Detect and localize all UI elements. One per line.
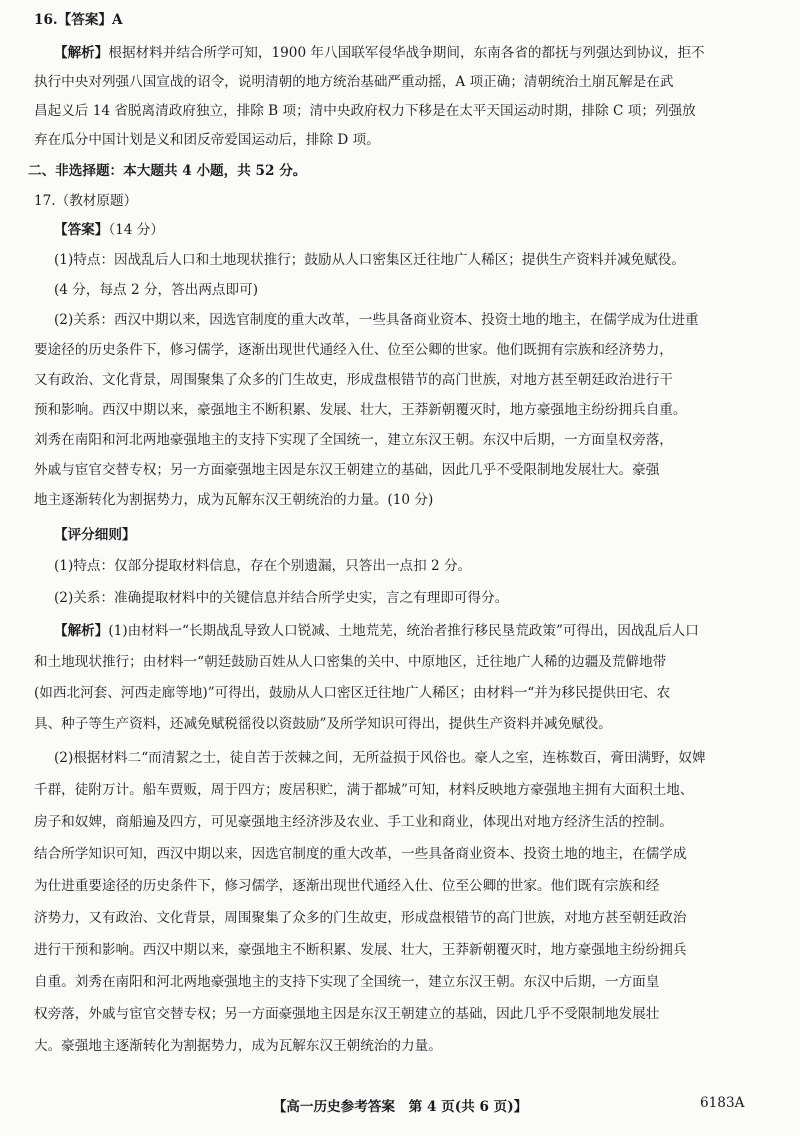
q17-analysis-line-9: 为仕进重要途径的历史条件下，修习儒学，逐渐出现世代通经入仕、位至公卿的世家。他们既有宗族和经 bbox=[34, 878, 660, 894]
rubric-heading: 【评分细则】 bbox=[54, 527, 136, 543]
section-heading: 二、非选择题：本大题共 4 小题，共 52 分。 bbox=[28, 163, 307, 179]
q17-analysis-line-13: 权旁落，外戚与宦官交替专权；另一方面豪强地主因是东汉王朝建立的基础，因此几乎不受限制地发展壮 bbox=[34, 1006, 660, 1022]
q17-answer-line-8: 外戚与宦官交替专权；另一方面豪强地主因是东汉王朝建立的基础，因此几乎不受限制地发展壮大。豪强 bbox=[34, 462, 660, 478]
answer-tag: 【答案】 bbox=[54, 222, 109, 238]
q17-analysis-line-11: 进行干预和影响。西汉中期以来，豪强地主不断积累、发展、壮大，王莽新朝覆灭时，地方豪强地主纷纷拥兵 bbox=[34, 942, 687, 958]
q17-analysis-line-8: 结合所学知识可知，西汉中期以来，因选官制度的重大改革，一些具备商业资本、投资土地的地主，在儒学成 bbox=[34, 846, 687, 862]
q17-analysis-line-5: (2)根据材料二“而清絜之士，徒自苦于茨棘之间，无所益损于风俗也。豪人之室，连栋数百，膏田满野，奴婢 bbox=[54, 750, 706, 766]
q17-analysis-line-12: 自重。刘秀在南阳和河北两地豪强地主的支持下实现了全国统一，建立东汉王朝。东汉中后期，一方面皇 bbox=[34, 974, 660, 990]
q17-answer-line-9: 地主逐渐转化为割据势力，成为瓦解东汉王朝统治的力量。(10 分) bbox=[34, 492, 434, 508]
analysis-tag: 【解析】 bbox=[54, 45, 109, 61]
q17-answer-line-6: 预和影响。西汉中期以来，豪强地主不断积累、发展、壮大，王莽新朝覆灭时，地方豪强地主纷纷拥兵自重。 bbox=[34, 402, 687, 418]
analysis-text: 根据材料并结合所学可知，1900 年八国联军侵华战争期间，东南各省的都抚与列强达到协议，拒不 bbox=[108, 45, 705, 61]
answer-tag: 【答案】 bbox=[57, 12, 113, 28]
q16-analysis-line-4: 弃在瓜分中国计划是义和团反帝爱国运动后，排除 D 项。 bbox=[34, 132, 380, 148]
q17-answer-line-3: (2)关系：西汉中期以来，因选官制度的重大改革，一些具备商业资本、投资土地的地主，在儒学成为仕进重 bbox=[54, 312, 699, 328]
q17-analysis-line-2: 和土地现状推行；由材料一“朝廷鼓励百姓从人口密集的关中、中原地区，迁往地广人稀的边疆及荒僻地带 bbox=[34, 654, 667, 670]
q17-answer-line-4: 要途径的历史条件下，修习儒学，逐渐出现世代通经入仕、位至公卿的世家。他们既拥有宗族和经济势力， bbox=[34, 342, 673, 358]
q17-answer-line-7: 刘秀在南阳和河北两地豪强地主的支持下实现了全国统一，建立东汉王朝。东汉中后期，一方面皇权旁落， bbox=[34, 432, 673, 448]
q17-analysis-line-10: 济势力，又有政治、文化背景，周围聚集了众多的门生故吏，形成盘根错节的高门世族，对地方甚至朝廷政治 bbox=[34, 910, 687, 926]
q17-analysis-line-1 bbox=[54, 621, 699, 641]
q16-answer-line bbox=[34, 10, 123, 30]
q17-title: 17.（教材原题） bbox=[34, 193, 138, 209]
page-footer: 【高一历史参考答案 第 4 页(共 6 页)】 bbox=[272, 1099, 528, 1115]
q17-answer-line-5: 又有政治、文化背景，周围聚集了众多的门生故吏，形成盘根错节的高门世族，对地方甚至朝廷政治进行干 bbox=[34, 372, 673, 388]
document-code: 6183A bbox=[700, 1095, 745, 1111]
q16-analysis-line-3: 昌起义后 14 省脱离清政府独立，排除 B 项；清中央政府权力下移是在太平天国运动时期，排除 C 项；列强放 bbox=[34, 103, 696, 119]
q16-analysis-line-2: 执行中央对列强八国宣战的诏令，说明清朝的地方统治基础严重动摇，A 项正确；清朝统治土崩瓦解是在武 bbox=[34, 74, 674, 90]
q16-analysis-line-1 bbox=[54, 43, 705, 63]
analysis-tag: 【解析】 bbox=[54, 623, 109, 639]
rubric-line-1: (1)特点：仅部分提取材料信息，存在个别遗漏，只答出一点扣 2 分。 bbox=[54, 558, 472, 574]
q17-answer-line-1: (1)特点：因战乱后人口和土地现状推行；鼓励从人口密集区迁往地广人稀区；提供生产资料并减免赋役。 bbox=[54, 252, 685, 268]
q17-analysis-line-14: 大。豪强地主逐渐转化为割据势力，成为瓦解东汉王朝统治的力量。 bbox=[34, 1038, 442, 1054]
q17-analysis-line-4: 具、种子等生产资料，还减免赋税徭役以资鼓励”及所学知识可得出，提供生产资料并减免赋役。 bbox=[34, 716, 612, 732]
q17-analysis-line-3: (如西北河套、河西走廊等地)”可得出，鼓励从人口密区迁往地广人稀区；由材料一“并为移民提供田宅、农 bbox=[34, 685, 671, 701]
q16-number: 16. bbox=[34, 12, 58, 28]
q16-answer: A bbox=[112, 12, 123, 28]
q17-answer-heading bbox=[54, 220, 164, 240]
analysis-text: (1)由材料一“长期战乱导致人口锐减、土地荒芜，统治者推行移民垦荒政策”可得出，因战乱后人口 bbox=[108, 623, 699, 639]
rubric-line-2: (2)关系：准确提取材料中的关键信息并结合所学史实，言之有理即可得分。 bbox=[54, 590, 509, 606]
q17-analysis-line-7: 房子和奴婢，商船遍及四方，可见豪强地主经济涉及农业、手工业和商业，体现出对地方经济生活的控制。 bbox=[34, 814, 673, 830]
q17-analysis-line-6: 千群，徒附万计。船车贾贩，周于四方；废居积贮，满于都城”可知，材料反映地方豪强地主拥有大面积土地、 bbox=[34, 782, 694, 798]
answer-score: （14 分） bbox=[108, 222, 164, 238]
q17-answer-line-2: (4 分，每点 2 分，答出两点即可) bbox=[54, 282, 258, 298]
